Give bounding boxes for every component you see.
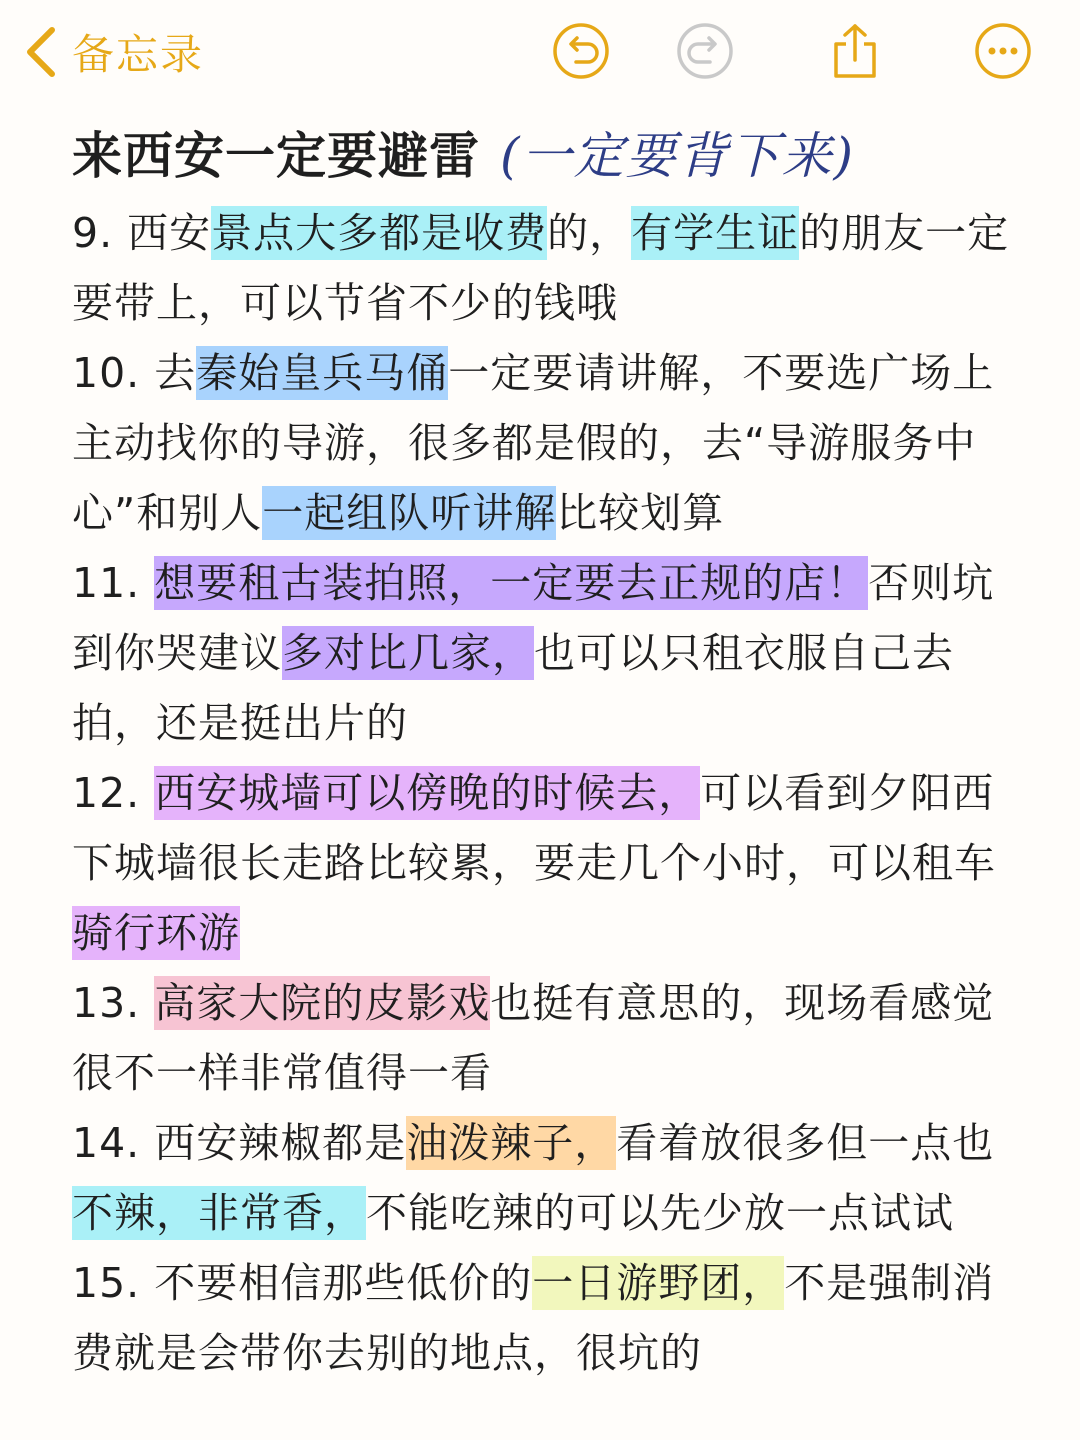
note-subtitle: (一定要背下来): [500, 127, 856, 185]
note-text: 也可以只租衣服自己去拍，还是挺出片的: [72, 629, 954, 747]
note-item: [72, 548, 1032, 758]
note-text: 14. 西安辣椒都是: [72, 1119, 407, 1167]
highlighted-text: 多对比几家，: [282, 626, 534, 680]
undo-icon: [552, 22, 610, 80]
more-icon: [974, 22, 1032, 80]
note-text: 可以看到夕阳西下城墙很长走路比较累，要走几个小时，可以租车: [72, 769, 996, 887]
note-text: 的朋友一定要带上，可以节省不少的钱哦: [72, 209, 1010, 327]
note-title-row: [72, 112, 855, 192]
back-button[interactable]: [22, 22, 204, 82]
note-item: [72, 758, 1032, 968]
highlighted-text: 骑行环游: [72, 906, 240, 960]
back-chevron-icon: [22, 24, 62, 80]
redo-button[interactable]: [676, 22, 734, 80]
note-text: 11.: [72, 559, 155, 607]
note-text: 13.: [72, 979, 155, 1027]
highlighted-text: 高家大院的皮影戏: [154, 976, 490, 1030]
note-item: [72, 968, 1032, 1108]
note-body[interactable]: [72, 198, 1032, 1388]
note-text: 15. 不要相信那些低价的: [72, 1259, 533, 1307]
highlighted-text: 秦始皇兵马俑: [196, 346, 448, 400]
share-icon: [826, 22, 884, 80]
highlighted-text: 西安城墙可以傍晚的时候去，: [154, 766, 700, 820]
undo-button[interactable]: [552, 22, 610, 80]
note-text: 的，: [547, 209, 632, 257]
highlighted-text: 不辣，非常香，: [72, 1186, 366, 1240]
note-text: 看着放很多但一点也: [616, 1119, 995, 1167]
note-item: [72, 1108, 1032, 1248]
share-button[interactable]: [826, 22, 884, 80]
highlighted-text: 一日游野团，: [532, 1256, 784, 1310]
note-item: [72, 338, 1032, 548]
note-text: 12.: [72, 769, 155, 817]
note-item: [72, 198, 1032, 338]
more-button[interactable]: [974, 22, 1032, 80]
note-text: 也挺有意思的，现场看感觉很不一样非常值得一看: [72, 979, 995, 1097]
note-text: 9. 西安: [72, 209, 212, 257]
note-text: 不是强制消费就是会带你去别的地点，很坑的: [72, 1259, 995, 1377]
highlighted-text: 景点大多都是收费: [211, 206, 547, 260]
note-text: 一定要请讲解，不要选广场上主动找你的导游，很多都是假的，去“导游服务中心”和别人: [72, 349, 995, 537]
highlighted-text: 一起组队听讲解: [262, 486, 556, 540]
redo-icon: [676, 22, 734, 80]
note-text: 不能吃辣的可以先少放一点试试: [366, 1189, 954, 1237]
note-title: 来西安一定要避雷: [72, 127, 480, 185]
back-button-label: 备忘录: [72, 30, 205, 79]
note-text: 10. 去: [72, 349, 197, 397]
top-navigation-bar: [0, 0, 1080, 110]
note-item: [72, 1248, 1032, 1388]
note-text: 否则坑到你哭建议: [72, 559, 995, 677]
highlighted-text: 有学生证: [631, 206, 799, 260]
highlighted-text: 油泼辣子，: [406, 1116, 616, 1170]
note-text: 比较划算: [556, 489, 725, 537]
highlighted-text: 想要租古装拍照，一定要去正规的店！: [154, 556, 868, 610]
